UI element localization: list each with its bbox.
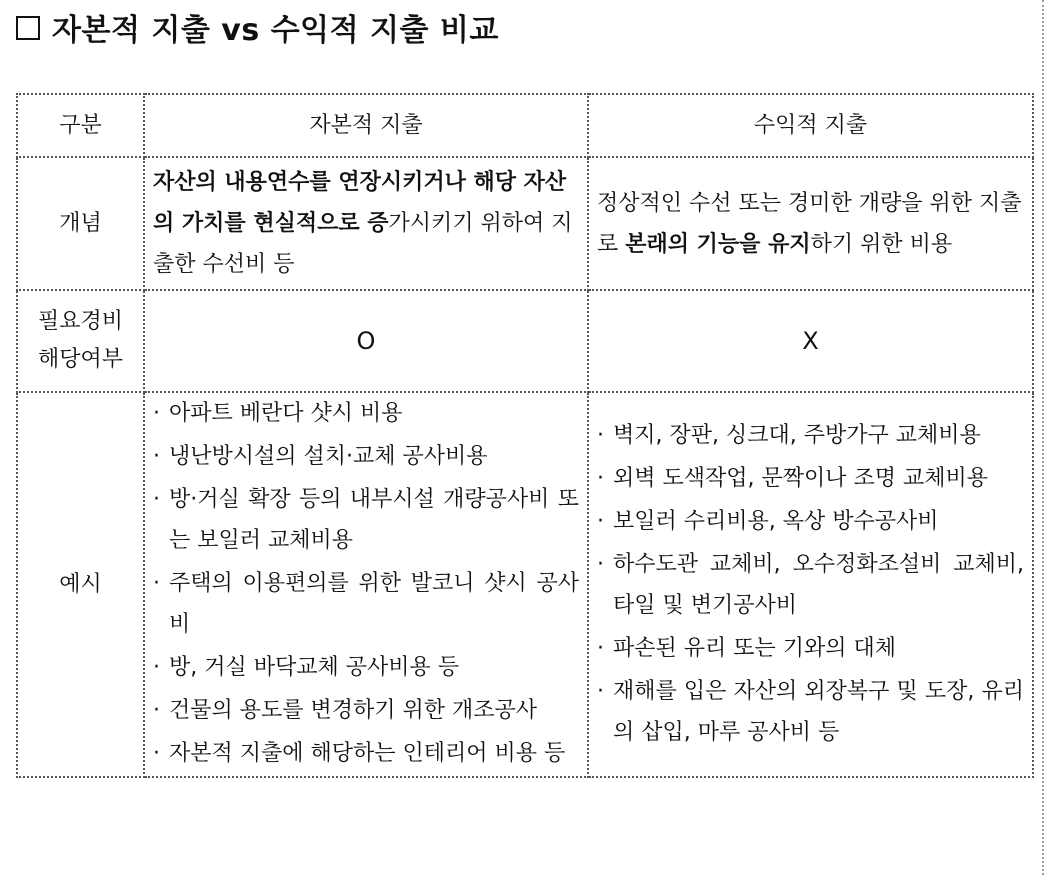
- concept-capital: [144, 157, 588, 290]
- concept-revenue-tail: 하기 위한 비용: [810, 231, 953, 257]
- checkbox-square-icon: [16, 16, 40, 40]
- list-item: · 자본적 지출에 해당하는 인테리어 비용 등: [153, 733, 579, 774]
- comparison-table: [16, 93, 1034, 778]
- list-item: · 하수도관 교체비, 오수정화조설비 교체비, 타일 및 변기공사비: [597, 544, 1024, 626]
- examples-capital: [144, 392, 588, 777]
- table-row-necessary-expense: [17, 290, 1033, 392]
- list-item: · 방·거실 확장 등의 내부시설 개량공사비 또는 보일러 교체비용: [153, 479, 579, 561]
- list-item: · 주택의 이용편의를 위한 발코니 샷시 공사비: [153, 563, 579, 645]
- row-label-necessary-expense: [17, 290, 144, 392]
- concept-revenue-normal: 정상적인 수선 또는 경미한 개량을 위한 지출로: [597, 190, 1022, 257]
- page-title-text: 자본적 지출 vs 수익적 지출 비교: [52, 13, 499, 48]
- page-title: [16, 4, 499, 50]
- header-category: 구분: [17, 94, 144, 157]
- table-header-row: [17, 94, 1033, 157]
- list-item: · 건물의 용도를 변경하기 위한 개조공사: [153, 690, 579, 731]
- concept-capital-bold: 자산의 내용연수를 연장시키거나 해당 자산의 가치를 현실적으로 증: [153, 170, 567, 236]
- capital-examples-list: [153, 393, 579, 774]
- table-row-concept: [17, 157, 1033, 290]
- list-item: · 벽지, 장판, 싱크대, 주방가구 교체비용: [597, 415, 1024, 456]
- list-item: · 재해를 입은 자산의 외장복구 및 도장, 유리의 삽입, 마루 공사비 등: [597, 671, 1024, 753]
- concept-revenue-bold: 본래의 기능을 유지: [625, 231, 811, 257]
- row-label-concept: 개념: [17, 157, 144, 290]
- examples-revenue: [588, 392, 1033, 777]
- table-row-examples: [17, 392, 1033, 777]
- capital-applicable-mark: O: [144, 290, 588, 392]
- header-capital: 자본적 지출: [144, 94, 588, 157]
- page-edge-dotted: [1042, 0, 1044, 875]
- list-item: · 보일러 수리비용, 옥상 방수공사비: [597, 501, 1024, 542]
- row-label-line2: 해당여부: [37, 347, 123, 372]
- row-label-line1: 필요경비: [37, 309, 123, 334]
- concept-revenue: [588, 157, 1033, 290]
- list-item: · 냉난방시설의 설치·교체 공사비용: [153, 436, 579, 477]
- list-item: · 아파트 베란다 샷시 비용: [153, 393, 579, 434]
- list-item: · 방, 거실 바닥교체 공사비용 등: [153, 647, 579, 688]
- concept-capital-normal: 가시키기 위하여 지출한 수선비 등: [153, 211, 573, 277]
- revenue-applicable-mark: X: [588, 290, 1033, 392]
- list-item: · 외벽 도색작업, 문짝이나 조명 교체비용: [597, 458, 1024, 499]
- revenue-examples-list: [597, 415, 1024, 753]
- row-label-examples: 예시: [17, 392, 144, 777]
- list-item: · 파손된 유리 또는 기와의 대체: [597, 628, 1024, 669]
- header-revenue: 수익적 지출: [588, 94, 1033, 157]
